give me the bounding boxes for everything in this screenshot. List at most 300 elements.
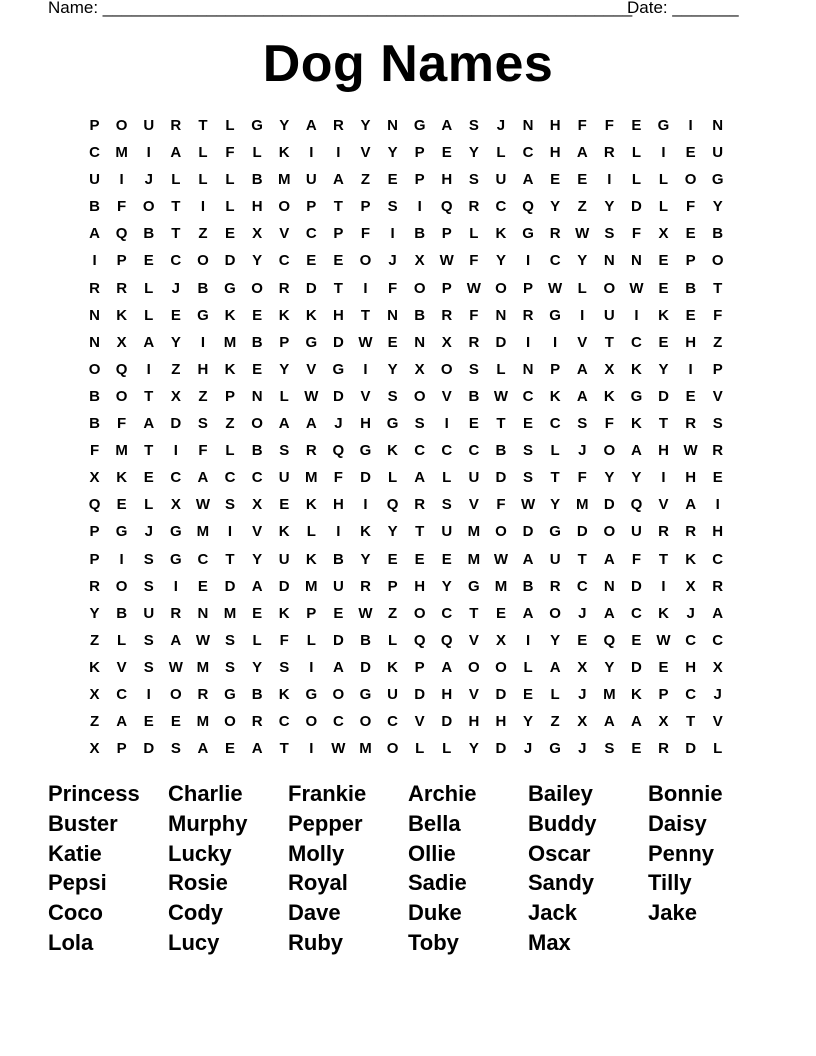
grid-cell: G: [630, 387, 643, 405]
grid-cell: L: [225, 442, 235, 460]
grid-cell: I: [146, 360, 151, 378]
grid-cell: I: [688, 117, 693, 134]
grid-cell: B: [251, 171, 263, 189]
grid-cell: X: [116, 333, 127, 351]
grid-cell: X: [89, 685, 100, 703]
grid-cell: C: [522, 144, 534, 162]
grid-cell: D: [332, 387, 344, 405]
grid-cell: M: [305, 469, 318, 487]
grid-cell: K: [278, 523, 290, 541]
grid-cell: M: [494, 577, 508, 595]
grid-cell: E: [685, 144, 696, 162]
grid-cell: G: [332, 360, 345, 378]
grid-cell: P: [89, 550, 100, 568]
grid-cell: A: [712, 604, 724, 622]
grid-cell: D: [495, 740, 507, 758]
date-line: Date: _______: [627, 0, 739, 17]
grid-cell: A: [631, 442, 642, 460]
grid-cell: P: [116, 740, 127, 758]
grid-cell: I: [390, 225, 395, 243]
grid-cell: W: [439, 252, 454, 270]
grid-cell: P: [441, 279, 452, 297]
grid-cell: Q: [440, 631, 453, 649]
grid-cell: R: [685, 523, 697, 541]
grid-cell: N: [522, 117, 534, 134]
grid-cell: G: [359, 685, 372, 703]
grid-cell: L: [523, 658, 533, 676]
grid-row: [81, 546, 731, 573]
grid-cell: L: [496, 144, 506, 162]
grid-cell: N: [89, 306, 100, 324]
grid-cell: I: [661, 577, 666, 595]
grid-cell: H: [468, 713, 480, 731]
grid-cell: U: [712, 144, 724, 162]
grid-cell: G: [251, 117, 263, 134]
grid-cell: N: [414, 333, 426, 351]
grid-cell: T: [198, 117, 208, 134]
grid-cell: C: [522, 387, 534, 405]
grid-cell: D: [224, 252, 236, 270]
grid-cell: K: [278, 604, 290, 622]
grid-cell: F: [496, 496, 506, 514]
grid-cell: V: [712, 387, 723, 405]
grid-cell: K: [387, 442, 398, 460]
grid-cell: J: [713, 685, 722, 703]
grid-cell: B: [89, 415, 100, 433]
grid-cell: X: [577, 713, 588, 731]
grid-cell: I: [525, 333, 531, 351]
grid-cell: W: [656, 631, 671, 649]
grid-cell: O: [413, 279, 426, 297]
grid-cell: A: [251, 577, 263, 595]
word-bank-item: Bella: [408, 810, 461, 836]
grid-cell: P: [441, 225, 452, 243]
grid-cell: E: [658, 658, 669, 676]
grid-cell: A: [89, 225, 100, 243]
grid-cell: T: [415, 523, 425, 541]
grid-cell: E: [685, 225, 696, 243]
grid-cell: V: [116, 658, 127, 676]
grid-cell: O: [603, 279, 616, 297]
grid-cell: E: [414, 550, 425, 568]
grid-cell: C: [549, 415, 561, 433]
grid-cell: F: [604, 415, 614, 433]
grid-cell: R: [170, 604, 182, 622]
grid-cell: T: [713, 279, 723, 297]
grid-cell: Z: [577, 198, 587, 216]
grid-cell: S: [468, 117, 479, 134]
grid-cell: W: [493, 550, 509, 568]
grid-cell: A: [251, 740, 263, 758]
grid-cell: C: [468, 442, 480, 460]
grid-cell: F: [198, 442, 208, 460]
grid-cell: K: [631, 685, 642, 703]
grid-cell: P: [414, 171, 425, 189]
grid-cell: E: [577, 631, 588, 649]
grid-cell: L: [252, 144, 262, 162]
grid-cell: A: [603, 604, 615, 622]
grid-cell: R: [89, 577, 100, 595]
grid-cell: A: [116, 713, 128, 731]
grid-cell: B: [197, 279, 209, 297]
grid-row: [81, 247, 731, 274]
grid-cell: M: [467, 550, 481, 568]
grid-cell: M: [223, 333, 237, 351]
grid-cell: N: [522, 360, 534, 378]
grid-cell: X: [577, 658, 588, 676]
grid-cell: N: [603, 252, 615, 270]
grid-cell: W: [358, 333, 373, 351]
grid-cell: F: [577, 469, 587, 487]
grid-cell: A: [305, 415, 317, 433]
grid-cell: B: [360, 631, 371, 649]
grid-cell: H: [414, 577, 426, 595]
grid-cell: E: [631, 740, 642, 758]
grid-cell: W: [304, 387, 319, 405]
grid-cell: D: [495, 333, 507, 351]
grid-cell: F: [225, 144, 235, 162]
grid-cell: X: [252, 225, 263, 243]
grid-cell: O: [359, 713, 372, 731]
grid-cell: R: [603, 144, 615, 162]
grid-cell: C: [170, 252, 182, 270]
word-bank-item: Molly: [288, 840, 345, 866]
grid-cell: Z: [198, 225, 208, 243]
grid-cell: U: [631, 523, 642, 541]
grid-cell: G: [468, 577, 480, 595]
grid-cell: I: [309, 740, 314, 758]
grid-cell: A: [170, 631, 182, 649]
grid-cell: A: [332, 171, 344, 189]
grid-cell: C: [170, 469, 182, 487]
grid-cell: B: [116, 604, 128, 622]
grid-cell: O: [603, 523, 616, 541]
grid-cell: M: [277, 171, 291, 189]
grid-cell: K: [305, 306, 317, 324]
grid-cell: B: [495, 442, 507, 460]
grid-cell: O: [115, 387, 128, 405]
grid-cell: N: [631, 252, 642, 270]
grid-cell: I: [444, 415, 449, 433]
grid-cell: R: [414, 496, 426, 514]
grid-cell: I: [363, 279, 368, 297]
grid-cell: L: [469, 225, 479, 243]
grid-cell: S: [441, 496, 452, 514]
grid-cell: Y: [468, 144, 479, 162]
grid-cell: O: [115, 577, 128, 595]
grid-cell: A: [631, 713, 642, 731]
grid-cell: R: [251, 713, 263, 731]
grid-cell: T: [550, 469, 560, 487]
grid-cell: Y: [170, 333, 181, 351]
grid-cell: V: [468, 631, 479, 649]
grid-cell: N: [89, 333, 100, 351]
word-bank-item: Cody: [168, 900, 223, 926]
grid-cell: R: [658, 740, 669, 758]
grid-cell: G: [549, 306, 561, 324]
grid-cell: C: [197, 550, 209, 568]
grid-cell: T: [333, 198, 343, 216]
grid-cell: O: [224, 713, 236, 731]
grid-cell: C: [549, 252, 561, 270]
grid-cell: E: [143, 252, 154, 270]
grid-cell: G: [549, 523, 561, 541]
grid-cell: O: [142, 198, 155, 216]
grid-cell: H: [332, 306, 344, 324]
grid-cell: E: [252, 360, 263, 378]
word-bank-item: Oscar: [528, 840, 591, 866]
word-bank-item: Coco: [48, 900, 103, 926]
grid-cell: S: [279, 658, 290, 676]
grid-cell: D: [278, 577, 290, 595]
grid-cell: D: [685, 740, 697, 758]
grid-cell: Q: [115, 360, 128, 378]
grid-cell: I: [525, 631, 531, 649]
grid-cell: Y: [523, 713, 534, 731]
grid-cell: O: [468, 658, 480, 676]
grid-cell: L: [306, 631, 316, 649]
grid-cell: P: [279, 333, 290, 351]
grid-cell: A: [549, 658, 561, 676]
grid-cell: C: [712, 550, 724, 568]
grid-cell: X: [89, 469, 100, 487]
grid-cell: Y: [387, 144, 398, 162]
grid-cell: X: [685, 577, 696, 595]
grid-row: [81, 410, 731, 437]
grid-cell: D: [360, 469, 371, 487]
grid-cell: L: [117, 631, 127, 649]
grid-cell: L: [144, 306, 154, 324]
grid-cell: U: [143, 604, 155, 622]
grid-cell: C: [441, 604, 453, 622]
grid-cell: G: [657, 117, 670, 134]
grid-cell: I: [634, 306, 639, 324]
word-bank-item: Sadie: [408, 870, 467, 896]
grid-cell: A: [197, 740, 209, 758]
grid-cell: X: [495, 631, 506, 649]
grid-cell: H: [441, 171, 453, 189]
grid-cell: P: [550, 360, 561, 378]
grid-cell: U: [603, 306, 615, 324]
grid-cell: D: [143, 740, 155, 758]
grid-cell: E: [387, 171, 398, 189]
grid-cell: Q: [115, 225, 128, 243]
grid-cell: M: [603, 685, 616, 703]
grid-cell: S: [170, 740, 181, 758]
word-bank-item: Ruby: [288, 929, 343, 955]
grid-cell: S: [143, 550, 154, 568]
grid-cell: O: [386, 740, 399, 758]
grid-cell: Y: [631, 469, 642, 487]
grid-cell: T: [658, 415, 669, 433]
grid-cell: J: [686, 604, 695, 622]
grid-cell: K: [116, 306, 128, 324]
grid-cell: G: [305, 333, 318, 351]
grid-cell: U: [549, 550, 561, 568]
grid-cell: U: [441, 523, 453, 541]
grid-cell: P: [523, 279, 534, 297]
grid-cell: K: [631, 360, 642, 378]
grid-cell: D: [631, 198, 642, 216]
grid-cell: I: [661, 469, 666, 487]
grid-cell: G: [197, 306, 209, 324]
grid-cell: R: [305, 442, 317, 460]
grid-cell: L: [252, 631, 262, 649]
grid-cell: Y: [604, 198, 615, 216]
grid-cell: M: [223, 604, 237, 622]
grid-cell: A: [441, 117, 453, 134]
grid-cell: E: [658, 333, 669, 351]
grid-cell: F: [686, 198, 696, 216]
grid-cell: W: [358, 604, 373, 622]
grid-cell: D: [441, 713, 453, 731]
word-bank-item: Jake: [648, 900, 697, 926]
grid-cell: O: [115, 117, 128, 134]
grid-cell: E: [631, 631, 642, 649]
grid-cell: F: [604, 117, 614, 134]
grid-cell: E: [333, 252, 344, 270]
grid-cell: L: [144, 279, 154, 297]
grid-cell: Y: [441, 577, 452, 595]
grid-cell: R: [549, 225, 561, 243]
grid-cell: I: [200, 333, 205, 351]
grid-cell: H: [685, 333, 697, 351]
grid-cell: B: [685, 279, 697, 297]
grid-cell: H: [251, 198, 263, 216]
grid-cell: Y: [252, 658, 263, 676]
grid-cell: P: [685, 252, 696, 270]
grid-cell: I: [227, 523, 233, 541]
grid-cell: R: [332, 117, 344, 134]
word-bank-item: Bailey: [528, 781, 593, 806]
grid-cell: S: [225, 631, 236, 649]
grid-cell: P: [89, 523, 100, 541]
word-bank-item: Katie: [48, 840, 102, 866]
grid-cell: D: [332, 631, 344, 649]
grid-cell: T: [469, 604, 479, 622]
grid-cell: R: [468, 333, 480, 351]
grid-cell: I: [363, 360, 368, 378]
grid-cell: V: [414, 713, 425, 731]
grid-cell: F: [469, 252, 479, 270]
grid-cell: I: [146, 144, 151, 162]
grid-cell: R: [549, 577, 561, 595]
grid-cell: E: [658, 252, 669, 270]
grid-cell: C: [332, 713, 344, 731]
grid-cell: W: [331, 740, 346, 758]
grid-cell: I: [119, 171, 124, 189]
word-bank-item: Pepper: [288, 810, 363, 836]
grid-cell: K: [387, 658, 398, 676]
grid-cell: O: [603, 442, 616, 460]
grid-cell: U: [332, 577, 344, 595]
grid-cell: B: [414, 306, 426, 324]
grid-cell: L: [387, 631, 398, 649]
grid-cell: I: [336, 523, 341, 541]
grid-cell: B: [712, 225, 724, 243]
grid-cell: C: [631, 333, 642, 351]
grid-cell: S: [712, 415, 723, 433]
grid-cell: A: [522, 550, 534, 568]
grid-cell: K: [305, 496, 317, 514]
grid-cell: L: [198, 144, 208, 162]
grid-cell: I: [173, 442, 178, 460]
grid-cell: Y: [279, 360, 290, 378]
grid-cell: R: [116, 279, 128, 297]
grid-cell: G: [224, 685, 236, 703]
grid-cell: A: [522, 171, 534, 189]
grid-cell: F: [360, 225, 371, 243]
grid-cell: O: [251, 279, 263, 297]
grid-cell: F: [117, 198, 127, 216]
grid-cell: C: [631, 604, 642, 622]
grid-cell: E: [441, 550, 452, 568]
grid-cell: S: [143, 658, 154, 676]
grid-row: [81, 708, 731, 735]
grid-cell: W: [683, 442, 698, 460]
grid-cell: H: [658, 442, 669, 460]
grid-cell: A: [576, 387, 588, 405]
grid-row: [81, 627, 731, 654]
grid-cell: D: [495, 469, 507, 487]
grid-cell: T: [171, 225, 181, 243]
word-bank-item: Daisy: [648, 810, 707, 836]
grid-cell: R: [658, 523, 669, 541]
grid-cell: U: [387, 685, 398, 703]
grid-cell: U: [278, 469, 290, 487]
grid-cell: B: [468, 387, 480, 405]
grid-cell: P: [658, 685, 669, 703]
grid-cell: E: [225, 740, 236, 758]
grid-cell: S: [523, 469, 534, 487]
grid-cell: B: [89, 387, 100, 405]
grid-cell: K: [631, 415, 642, 433]
grid-cell: D: [631, 658, 642, 676]
grid-cell: P: [306, 604, 317, 622]
grid-cell: X: [89, 740, 100, 758]
grid-cell: C: [387, 713, 398, 731]
grid-cell: E: [468, 415, 479, 433]
grid-cell: G: [386, 415, 399, 433]
grid-cell: K: [658, 306, 669, 324]
grid-cell: K: [685, 550, 697, 568]
grid-cell: O: [684, 171, 697, 189]
word-bank-item: Charlie: [168, 781, 243, 806]
grid-cell: T: [686, 713, 696, 731]
grid-cell: J: [144, 523, 153, 541]
grid-cell: I: [580, 306, 585, 324]
grid-cell: I: [363, 496, 368, 514]
grid-cell: I: [309, 144, 314, 162]
grid-cell: A: [441, 658, 453, 676]
grid-cell: I: [661, 144, 666, 162]
grid-cell: A: [278, 415, 290, 433]
grid-cell: H: [495, 713, 507, 731]
grid-cell: R: [360, 577, 371, 595]
grid-cell: X: [414, 360, 425, 378]
grid-cell: I: [715, 496, 720, 514]
grid-cell: V: [279, 225, 290, 243]
grid-cell: T: [496, 415, 506, 433]
grid-cell: H: [197, 360, 209, 378]
grid-cell: E: [252, 604, 263, 622]
grid-cell: Y: [550, 496, 561, 514]
grid-cell: L: [658, 198, 669, 216]
grid-cell: B: [414, 225, 426, 243]
grid-cell: T: [225, 550, 235, 568]
grid-cell: I: [146, 685, 151, 703]
grid-cell: D: [360, 658, 371, 676]
